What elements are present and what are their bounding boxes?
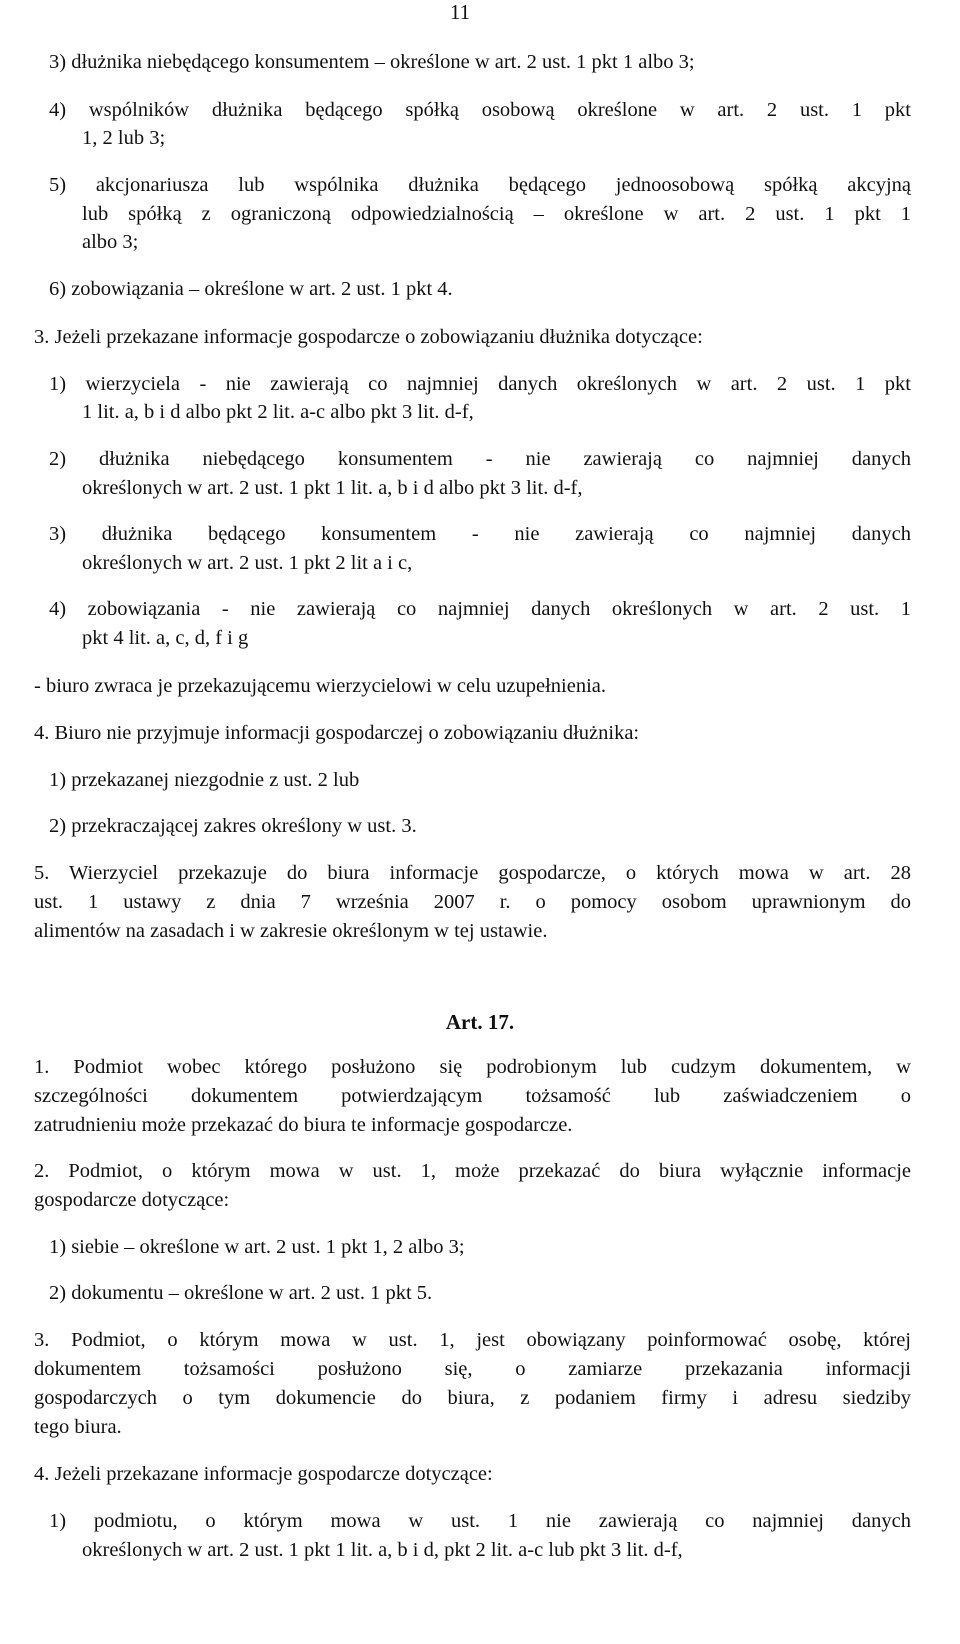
art17-paragraph-4-item-1-line1: 1) podmiotu, o którym mowa w ust. 1 nie zawierają co najmniej danych bbox=[49, 1510, 911, 1532]
art17-paragraph-1-line2: szczególności dokumentem potwierdzającym tożsamość lub zaświadczeniem o bbox=[34, 1085, 911, 1107]
paragraph-4-item-1: 1) przekazanej niezgodnie z ust. 2 lub bbox=[49, 769, 360, 791]
art17-paragraph-1-line1: 1. Podmiot wobec którego posłużono się podrobionym lub cudzym dokumentem, w bbox=[34, 1056, 911, 1078]
art17-paragraph-1-line3: zatrudnieniu może przekazać do biura te informacje gospodarcze. bbox=[34, 1114, 573, 1136]
list-item-5-shareholder-line1: 5) akcjonariusza lub wspólnika dłużnika będącego jednoosobową spółką akcyjną bbox=[49, 174, 911, 196]
list-item-4-partners-line1: 4) wspólników dłużnika będącego spółką osobową określone w art. 2 ust. 1 pkt bbox=[49, 99, 911, 121]
paragraph-3-item-2-line2: określonych w art. 2 ust. 1 pkt 1 lit. a, b i d albo pkt 3 lit. d-f, bbox=[82, 477, 583, 499]
list-item-3-debtor-non-consumer: 3) dłużnika niebędącego konsumentem – określone w art. 2 ust. 1 pkt 1 albo 3; bbox=[49, 51, 695, 73]
art17-paragraph-3-line1: 3. Podmiot, o którym mowa w ust. 1, jest obowiązany poinformować osobę, której bbox=[34, 1329, 911, 1351]
art17-paragraph-3-line4: tego biura. bbox=[34, 1416, 122, 1438]
paragraph-3-item-4-line2: pkt 4 lit. a, c, d, f i g bbox=[82, 627, 249, 649]
paragraph-5-line2: ust. 1 ustawy z dnia 7 września 2007 r. o pomocy osobom uprawnionym do bbox=[34, 891, 911, 913]
paragraph-3-item-1-line2: 1 lit. a, b i d albo pkt 2 lit. a-c albo pkt 3 lit. d-f, bbox=[82, 401, 474, 423]
paragraph-5-line3: alimentów na zasadach i w zakresie określonym w tej ustawie. bbox=[34, 920, 548, 942]
paragraph-3-item-3-line2: określonych w art. 2 ust. 1 pkt 2 lit a i c, bbox=[82, 552, 413, 574]
paragraph-5-line1: 5. Wierzyciel przekazuje do biura informacje gospodarcze, o których mowa w art. 28 bbox=[34, 862, 911, 884]
art17-paragraph-3-line2: dokumentem tożsamości posłużono się, o zamiarze przekazania informacji bbox=[34, 1358, 911, 1380]
paragraph-3-item-2-line1: 2) dłużnika niebędącego konsumentem - nie zawierają co najmniej danych bbox=[49, 448, 911, 470]
list-item-5-shareholder-line2: lub spółką z ograniczoną odpowiedzialnością – określone w art. 2 ust. 1 pkt 1 bbox=[82, 203, 911, 225]
paragraph-3-conclusion: - biuro zwraca je przekazującemu wierzycielowi w celu uzupełnienia. bbox=[34, 675, 606, 697]
paragraph-3-item-3-line1: 3) dłużnika będącego konsumentem - nie zawierają co najmniej danych bbox=[49, 523, 911, 545]
paragraph-3-item-4-line1: 4) zobowiązania - nie zawierają co najmniej danych określonych w art. 2 ust. 1 bbox=[49, 598, 911, 620]
art17-paragraph-2-line2: gospodarcze dotyczące: bbox=[34, 1189, 230, 1211]
paragraph-4-item-2: 2) przekraczającej zakres określony w ust. 3. bbox=[49, 815, 417, 837]
art17-paragraph-2-line1: 2. Podmiot, o którym mowa w ust. 1, może przekazać do biura wyłącznie informacje bbox=[34, 1160, 911, 1182]
art17-paragraph-3-line3: gospodarczych o tym dokumencie do biura, z podaniem firmy i adresu siedziby bbox=[34, 1387, 911, 1409]
page-number: 11 bbox=[449, 0, 471, 24]
paragraph-4-intro: 4. Biuro nie przyjmuje informacji gospodarczej o zobowiązaniu dłużnika: bbox=[34, 722, 640, 744]
list-item-6-obligation: 6) zobowiązania – określone w art. 2 ust. 1 pkt 4. bbox=[49, 278, 453, 300]
article-heading: Art. 17. bbox=[445, 1010, 515, 1034]
art17-paragraph-4-item-1-line2: określonych w art. 2 ust. 1 pkt 1 lit. a, b i d, pkt 2 lit. a-c lub pkt 3 lit. d-f, bbox=[82, 1539, 683, 1561]
art17-paragraph-2-item-1: 1) siebie – określone w art. 2 ust. 1 pkt 1, 2 albo 3; bbox=[49, 1236, 465, 1258]
art17-paragraph-2-item-2: 2) dokumentu – określone w art. 2 ust. 1 pkt 5. bbox=[49, 1282, 433, 1304]
list-item-4-partners-line2: 1, 2 lub 3; bbox=[82, 127, 166, 149]
paragraph-3-intro: 3. Jeżeli przekazane informacje gospodarcze o zobowiązaniu dłużnika dotyczące: bbox=[34, 326, 703, 348]
list-item-5-shareholder-line3: albo 3; bbox=[82, 231, 139, 253]
art17-paragraph-4-intro: 4. Jeżeli przekazane informacje gospodarcze dotyczące: bbox=[34, 1463, 493, 1485]
paragraph-3-item-1-line1: 1) wierzyciela - nie zawierają co najmniej danych określonych w art. 2 ust. 1 pkt bbox=[49, 373, 911, 395]
